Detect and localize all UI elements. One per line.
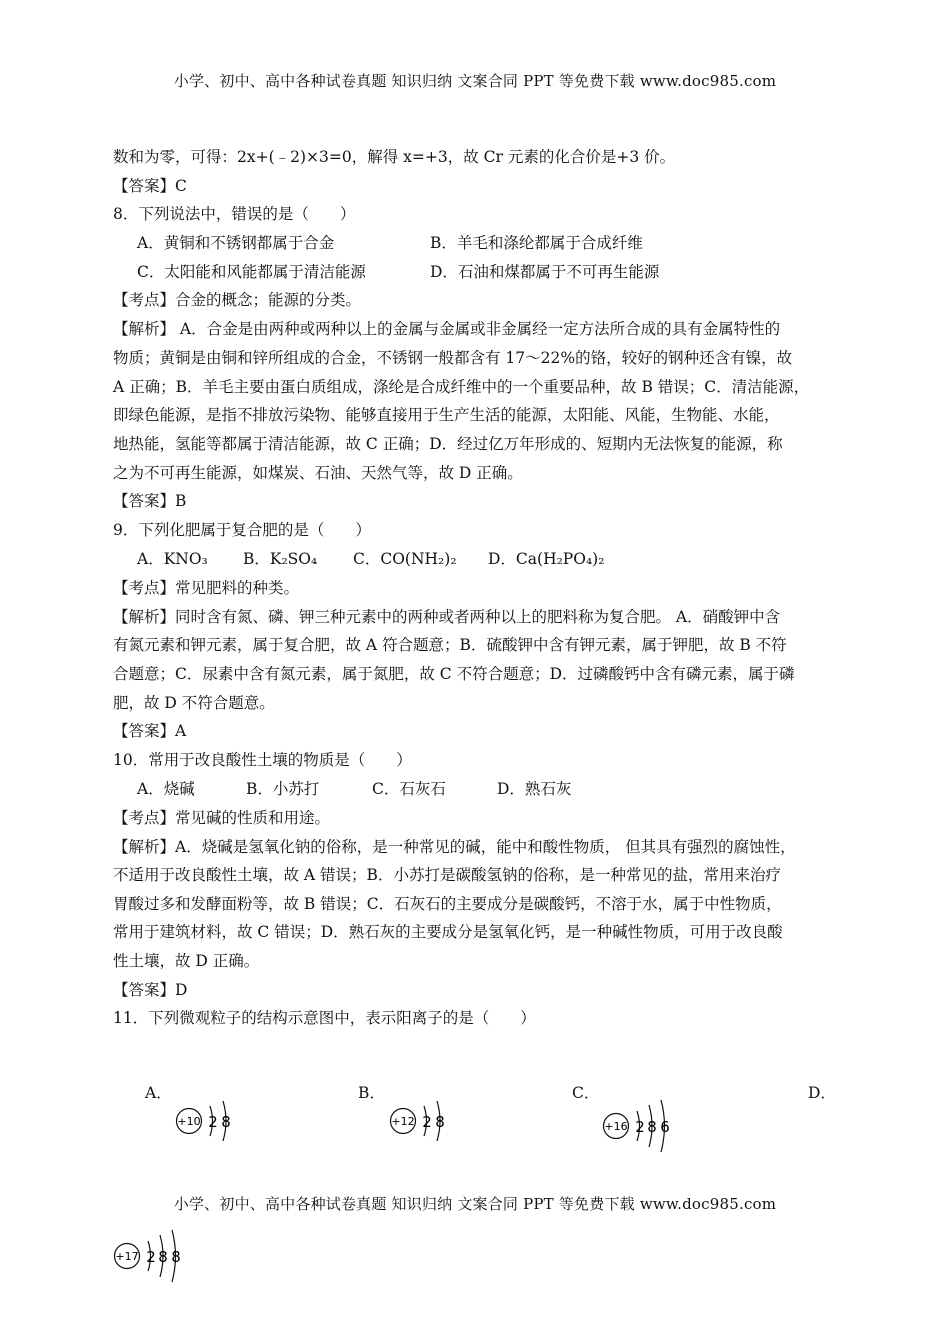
q10-option-d: D．熟石灰	[497, 780, 572, 798]
q8-option-c: C．太阳能和风能都属于清洁能源	[137, 263, 366, 281]
analysis-line: 不适用于改良酸性土壤，故 A 错误；B．小苏打是碳酸氢钠的俗称，是一种常见的盐，常用来治疗	[113, 866, 781, 884]
analysis-line: A 正确；B．羊毛主要由蛋白质组成，涤纶是合成纤维中的一个重要品种，故 B 错误；C．清洁能源，	[113, 378, 810, 396]
atom-diagram-b	[388, 1098, 458, 1144]
q11-option-c: C．	[572, 1084, 600, 1102]
knowledge-point-10: 【考点】常见碱的性质和用途。	[113, 809, 331, 827]
shell-electrons: 2	[635, 1118, 645, 1136]
knowledge-point-8: 【考点】合金的概念；能源的分类。	[113, 291, 362, 309]
shell-electrons: 8	[171, 1248, 181, 1266]
q11-option-d: D．	[808, 1084, 836, 1102]
question-10: 10．常用于改良酸性土壤的物质是（ ）	[113, 751, 412, 769]
analysis-line: 【解析】A．烧碱是氢氧化钠的俗称，是一种常见的碱，能中和酸性物质， 但其具有强烈的腐蚀性，	[113, 838, 796, 856]
q9-option-b: B．K₂SO₄	[243, 550, 318, 568]
knowledge-point-9: 【考点】常见肥料的种类。	[113, 579, 300, 597]
analysis-line: 【解析】同时含有氮、磷、钾三种元素中的两种或者两种以上的肥料称为复合肥。 A．硝酸钾中含	[113, 608, 781, 626]
shell-electrons: 2	[208, 1113, 218, 1131]
answer-7: 【答案】C	[113, 177, 187, 195]
shell-electrons: 2	[422, 1113, 432, 1131]
nucleus-charge: +12	[391, 1115, 415, 1128]
nucleus-charge: +17	[115, 1250, 139, 1263]
q10-option-c: C．石灰石	[372, 780, 446, 798]
analysis-line: 合题意；C．尿素中含有氮元素，属于氮肥，故 C 不符合题意；D．过磷酸钙中含有磷元素，属于磷	[113, 665, 795, 683]
q10-option-a: A．烧碱	[137, 780, 195, 798]
nucleus-charge: +16	[604, 1120, 628, 1133]
q8-option-a: A．黄铜和不锈钢都属于合金	[137, 234, 335, 252]
q8-option-d: D．石油和煤都属于不可再生能源	[430, 263, 660, 281]
analysis-line: 肥，故 D 不符合题意。	[113, 694, 275, 712]
question-9: 9．下列化肥属于复合肥的是（ ）	[113, 521, 371, 539]
shell-electrons: 8	[647, 1118, 657, 1136]
analysis-line: 【解析】 A．合金是由两种或两种以上的金属与金属或非金属经一定方法所合成的具有金属特性的	[113, 320, 781, 338]
analysis-line: 即绿色能源，是指不排放污染物、能够直接用于生产生活的能源，太阳能、风能，生物能、水能，	[113, 406, 780, 424]
shell-electrons: 2	[146, 1248, 156, 1266]
text-line: 数和为零，可得：2x+(﹣2)×3=0，解得 x=+3，故 Cr 元素的化合价是+3 价。	[113, 148, 676, 166]
page-footer: 小学、初中、高中各种试卷真题 知识归纳 文案合同 PPT 等免费下载 www.doc985.com	[173, 1195, 777, 1213]
answer-9: 【答案】A	[113, 722, 187, 740]
q9-option-a: A．KNO₃	[137, 550, 208, 568]
analysis-line: 有氮元素和钾元素，属于复合肥，故 A 符合题意；B．硫酸钾中含有钾元素，属于钾肥，故 B 不符	[113, 636, 787, 654]
q11-option-a: A．	[145, 1084, 172, 1102]
shell-electrons: 8	[158, 1248, 168, 1266]
q11-option-b: B．	[358, 1084, 385, 1102]
analysis-line: 之为不可再生能源，如煤炭、石油、天然气等，故 D 正确。	[113, 464, 523, 482]
page-header: 小学、初中、高中各种试卷真题 知识归纳 文案合同 PPT 等免费下载 www.doc985.com	[173, 72, 777, 90]
shell-electrons: 8	[221, 1113, 231, 1131]
analysis-line: 地热能，氢能等都属于清洁能源，故 C 正确；D．经过亿万年形成的、短期内无法恢复的能源，称	[113, 435, 783, 453]
atom-diagram-d	[112, 1228, 192, 1284]
question-11: 11．下列微观粒子的结构示意图中，表示阳离子的是（ ）	[113, 1009, 536, 1027]
analysis-line: 胃酸过多和发酵面粉等，故 B 错误；C．石灰石的主要成分是碳酸钙，不溶于水，属于中性物质，	[113, 895, 782, 913]
answer-8: 【答案】B	[113, 492, 187, 510]
analysis-line: 性土壤，故 D 正确。	[113, 952, 260, 970]
analysis-line: 物质；黄铜是由铜和锌所组成的合金，不锈钢一般都含有 17～22%的铬，较好的钢种还含有镍，故	[113, 349, 793, 367]
atom-diagram-a	[174, 1098, 244, 1144]
q9-option-c: C．CO(NH₂)₂	[353, 550, 457, 568]
q8-option-b: B．羊毛和涤纶都属于合成纤维	[430, 234, 643, 252]
shell-electrons: 6	[660, 1118, 670, 1136]
q10-option-b: B．小苏打	[246, 780, 320, 798]
shell-electrons: 8	[435, 1113, 445, 1131]
nucleus-charge: +10	[177, 1115, 201, 1128]
q9-option-d: D．Ca(H₂PO₄)₂	[488, 550, 605, 568]
question-8: 8．下列说法中，错误的是（ ）	[113, 205, 356, 223]
answer-10: 【答案】D	[113, 981, 188, 999]
analysis-line: 常用于建筑材料，故 C 错误；D．熟石灰的主要成分是氢氧化钙，是一种碱性物质，可用于改良酸	[113, 923, 783, 941]
atom-diagram-c	[601, 1098, 681, 1154]
